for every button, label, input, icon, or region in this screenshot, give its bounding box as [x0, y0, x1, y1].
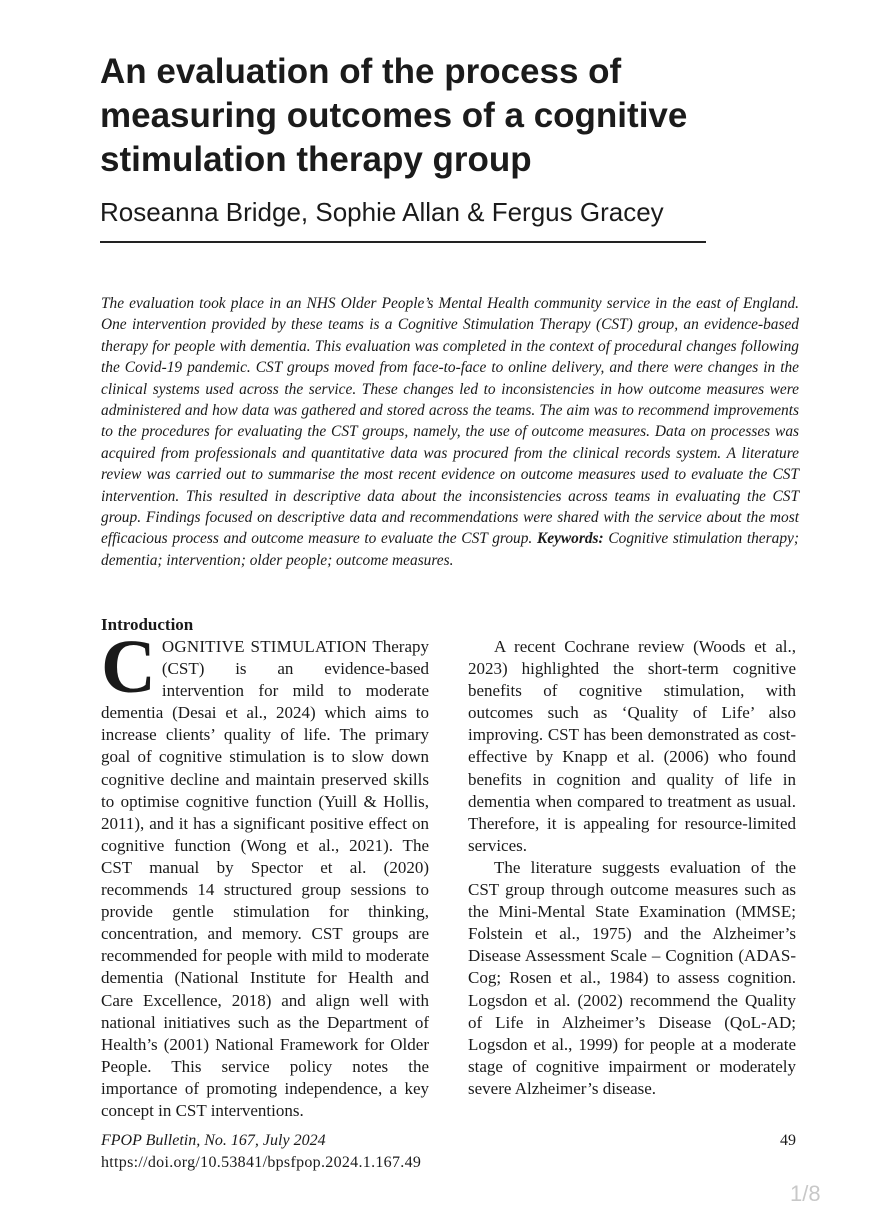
- article-title: An evaluation of the process of measuring outcomes of a cognitive stimulation therapy group: [100, 52, 688, 179]
- viewer-page-counter: 1/8: [790, 1181, 821, 1206]
- intro-paragraph-3: The literature suggests evaluation of the CST group through outcome measures such as the Mini-Mental State Examination (MMSE; Folstein et al., 1975) and the Alzheimer’s Disease Assessment Scale – Cognition (ADAS-Cog; Rosen et al., 1984) to assess cognition. Logsdon et al. (2002) recommend the Quality of Life in Alzheimer’s Disease (QoL-AD; Logsdon et al., 1999) for people at a moderate stage of cognitive impairment or moderately severe Alzheimer’s disease.: [468, 857, 796, 1098]
- body-column-left: [101, 614, 429, 1122]
- intro-lead-caps: OGNITIVE STIMULATION: [161, 637, 368, 656]
- page-number: 49: [780, 1132, 796, 1149]
- article-authors: Roseanna Bridge, Sophie Allan & Fergus Gracey: [100, 197, 664, 227]
- intro-paragraph-1: [101, 625, 429, 1122]
- keywords-label: Keywords:: [536, 530, 604, 548]
- section-heading-introduction: Introduction: [101, 615, 194, 634]
- abstract: [101, 293, 799, 571]
- keywords-list: Cognitive stimulation therapy; dementia; intervention; older people; outcome measures.: [101, 530, 799, 569]
- intro-paragraph-2: A recent Cochrane review (Woods et al., 2023) highlighted the short-term cognitive benefits of cognitive stimulation, with outcomes such as ‘Quality of Life’ also improving. CST has been demonstrated as cost-effective by Knapp et al. (2006) who found benefits in cognition and quality of life in dementia when compared to treatment as usual. Therefore, it is appealing for resource-limited services.: [468, 637, 796, 855]
- abstract-text: The evaluation took place in an NHS Older People’s Mental Health community service in the east of England. One intervention provided by these teams is a Cognitive Stimulation Therapy (CST) group, an evidence-based therapy for people with dementia. This evaluation was completed in the context of procedural changes following the Covid-19 pandemic. CST groups moved from face-to-face to online delivery, and there were changes in the clinical systems used across the service. These changes led to inconsistencies in how outcome measures were administered and how data was gathered and stored across the teams. The aim was to recommend improvements to the procedures for evaluating the CST groups, namely, the use of outcome measures. Data on processes was acquired from professionals and quantitative data was procured from the clinical records system. A literature review was carried out to summarise the most recent evidence on outcome measures used to evaluate the CST intervention. This resulted in descriptive data about the inconsistencies across teams in evaluating the CST group. Findings focused on descriptive data and recommendations were shared with the service about the most efficacious process and outcome measure to evaluate the CST group.: [101, 295, 799, 548]
- intro-paragraph-1-text: Therapy (CST) is an evidence-based intervention for mild to moderate dementia (Desai et al., 2024) which aims to increase clients’ quality of life. The primary goal of cognitive stimulation is to slow down cognitive decline and maintain preserved skills to optimise cognitive function (Yuill & Hollis, 2011), and it has a significant positive effect on cognitive function (Wong et al., 2021). The CST manual by Spector et al. (2020) recommends 14 structured group sessions to provide gentle stimulation for thinking, concentration, and memory. CST groups are recommended for people with mild to moderate dementia (National Institute for Health and Care Excellence, 2018) and align well with national initiatives such as the Department of Health’s (2001) National Framework for Older People. This service policy notes the importance of promoting independence, a key concept in CST interventions.: [101, 637, 429, 1120]
- doi-link[interactable]: https://doi.org/10.53841/bpsfpop.2024.1.167.49: [101, 1154, 422, 1171]
- drop-cap: C: [101, 625, 156, 709]
- journal-citation: FPOP Bulletin, No. 167, July 2024: [101, 1132, 326, 1149]
- body-column-right: [468, 636, 796, 1100]
- title-divider: [100, 241, 706, 243]
- page-footer: [101, 1130, 601, 1174]
